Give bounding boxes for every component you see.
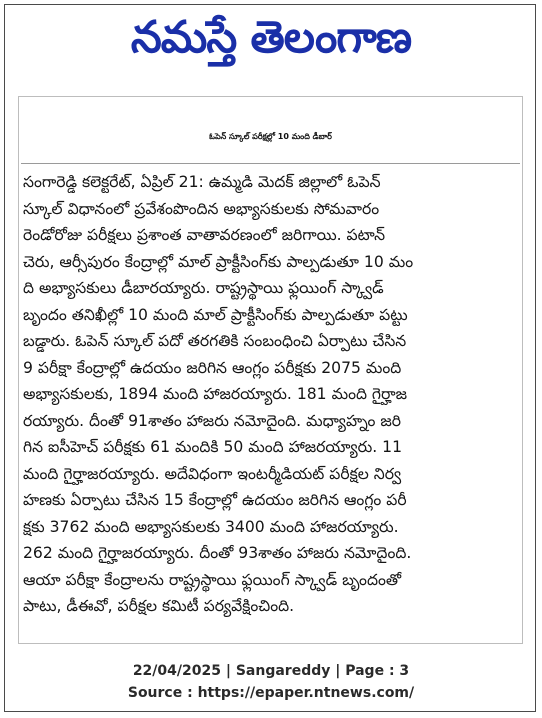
article-line: స్కూల్ విధానంలో ప్రవేశంపొందిన అభ్యాసకులకు సోమవారం xyxy=(23,199,380,218)
article-line: సంగారెడ్డి కలెక్టరేట్, ఏప్రిల్ 21: ఉమ్మడి మెదక్ జిల్లాలో ఓపెన్ xyxy=(23,173,381,191)
article-line: బృందం తనిఖీల్లో 10 మంది మాల్ ప్రాక్టీసింగ్‌కు పాల్పడుతూ పట్టు xyxy=(23,305,408,324)
headline-divider xyxy=(21,163,520,164)
article-line: ఆయా పరీక్షా కేంద్రాలను రాష్ట్రస్థాయి ఫ్లయింగ్ స్క్వాడ్ బృందంతో xyxy=(23,570,402,589)
article-line: గిన ఐసీహెచ్ పరీక్షకు 61 మందికి 50 మంది హాజరయ్యారు. 11 xyxy=(23,438,402,456)
source-url: Source : https://epaper.ntnews.com/ xyxy=(127,685,415,701)
article-line: 262 మంది గైర్హాజరయ్యారు. దీంతో 93శాతం హాజరు నమోదైంది. xyxy=(23,544,412,562)
article-line: బడ్డారు. ఓపెన్ స్కూల్ పదో తరగతికి సంబంధించి ఏర్పాటు చేసిన xyxy=(23,332,407,350)
article-line: పాటు, డీఈవో, పరీక్షల కమిటీ పర్యవేక్షించింది. xyxy=(23,597,295,615)
article-line: 9 పరీక్షా కేంద్రాల్లో ఉదయం జరిగిన ఆంగ్లం పరీక్షకు 2075 మంది xyxy=(23,358,402,377)
article-line: హణకు ఏర్పాటు చేసిన 15 కేంద్రాల్లో ఉదయం జరిగిన ఆంగ్లం పరీ xyxy=(23,491,407,509)
news-clipping xyxy=(18,96,523,644)
article-line: క్షకు 3762 మంది అభ్యాసకులకు 3400 మంది హాజరయ్యారు. xyxy=(23,517,399,536)
masthead-logo: నమస్తే తెలంగాణ xyxy=(130,12,412,63)
article-line: చెరు, ఆర్సీపురం కేంద్రాల్లో మాల్ ప్రాక్టీసింగ్‌కు పాల్పడుతూ 10 మం xyxy=(23,252,414,271)
article-body xyxy=(23,169,518,620)
date-edition-page: 22/04/2025 | Sangareddy | Page : 3 xyxy=(132,663,410,679)
article-line: అభ్యాసకులకు, 1894 మంది హాజరయ్యారు. 181 మంది గైర్హాజ xyxy=(23,385,408,403)
article-line: రయ్యారు. దీంతో 91శాతం హాజరు నమోదైంది. మధ్యాహ్నం జరి xyxy=(23,411,402,430)
article-line: ది అభ్యాసకులు డీబారయ్యారు. రాష్ట్రస్థాయి ఫ్లయింగ్ స్క్వాడ్ xyxy=(23,279,384,297)
article-line: మంది గైర్హాజరయ్యారు. అదేవిధంగా ఇంటర్మీడియట్ పరీక్షల నిర్వ xyxy=(23,464,402,483)
article-headline: ఓపెన్ స్కూల్ పరీక్షల్లో 10 మంది డీబార్ xyxy=(209,132,332,141)
source-footer xyxy=(0,660,542,704)
article-line: రెండోరోజు పరీక్షలు ప్రశాంత వాతావరణంలో జరిగాయి. పటాన్ xyxy=(23,226,386,244)
newspaper-masthead xyxy=(0,8,542,68)
